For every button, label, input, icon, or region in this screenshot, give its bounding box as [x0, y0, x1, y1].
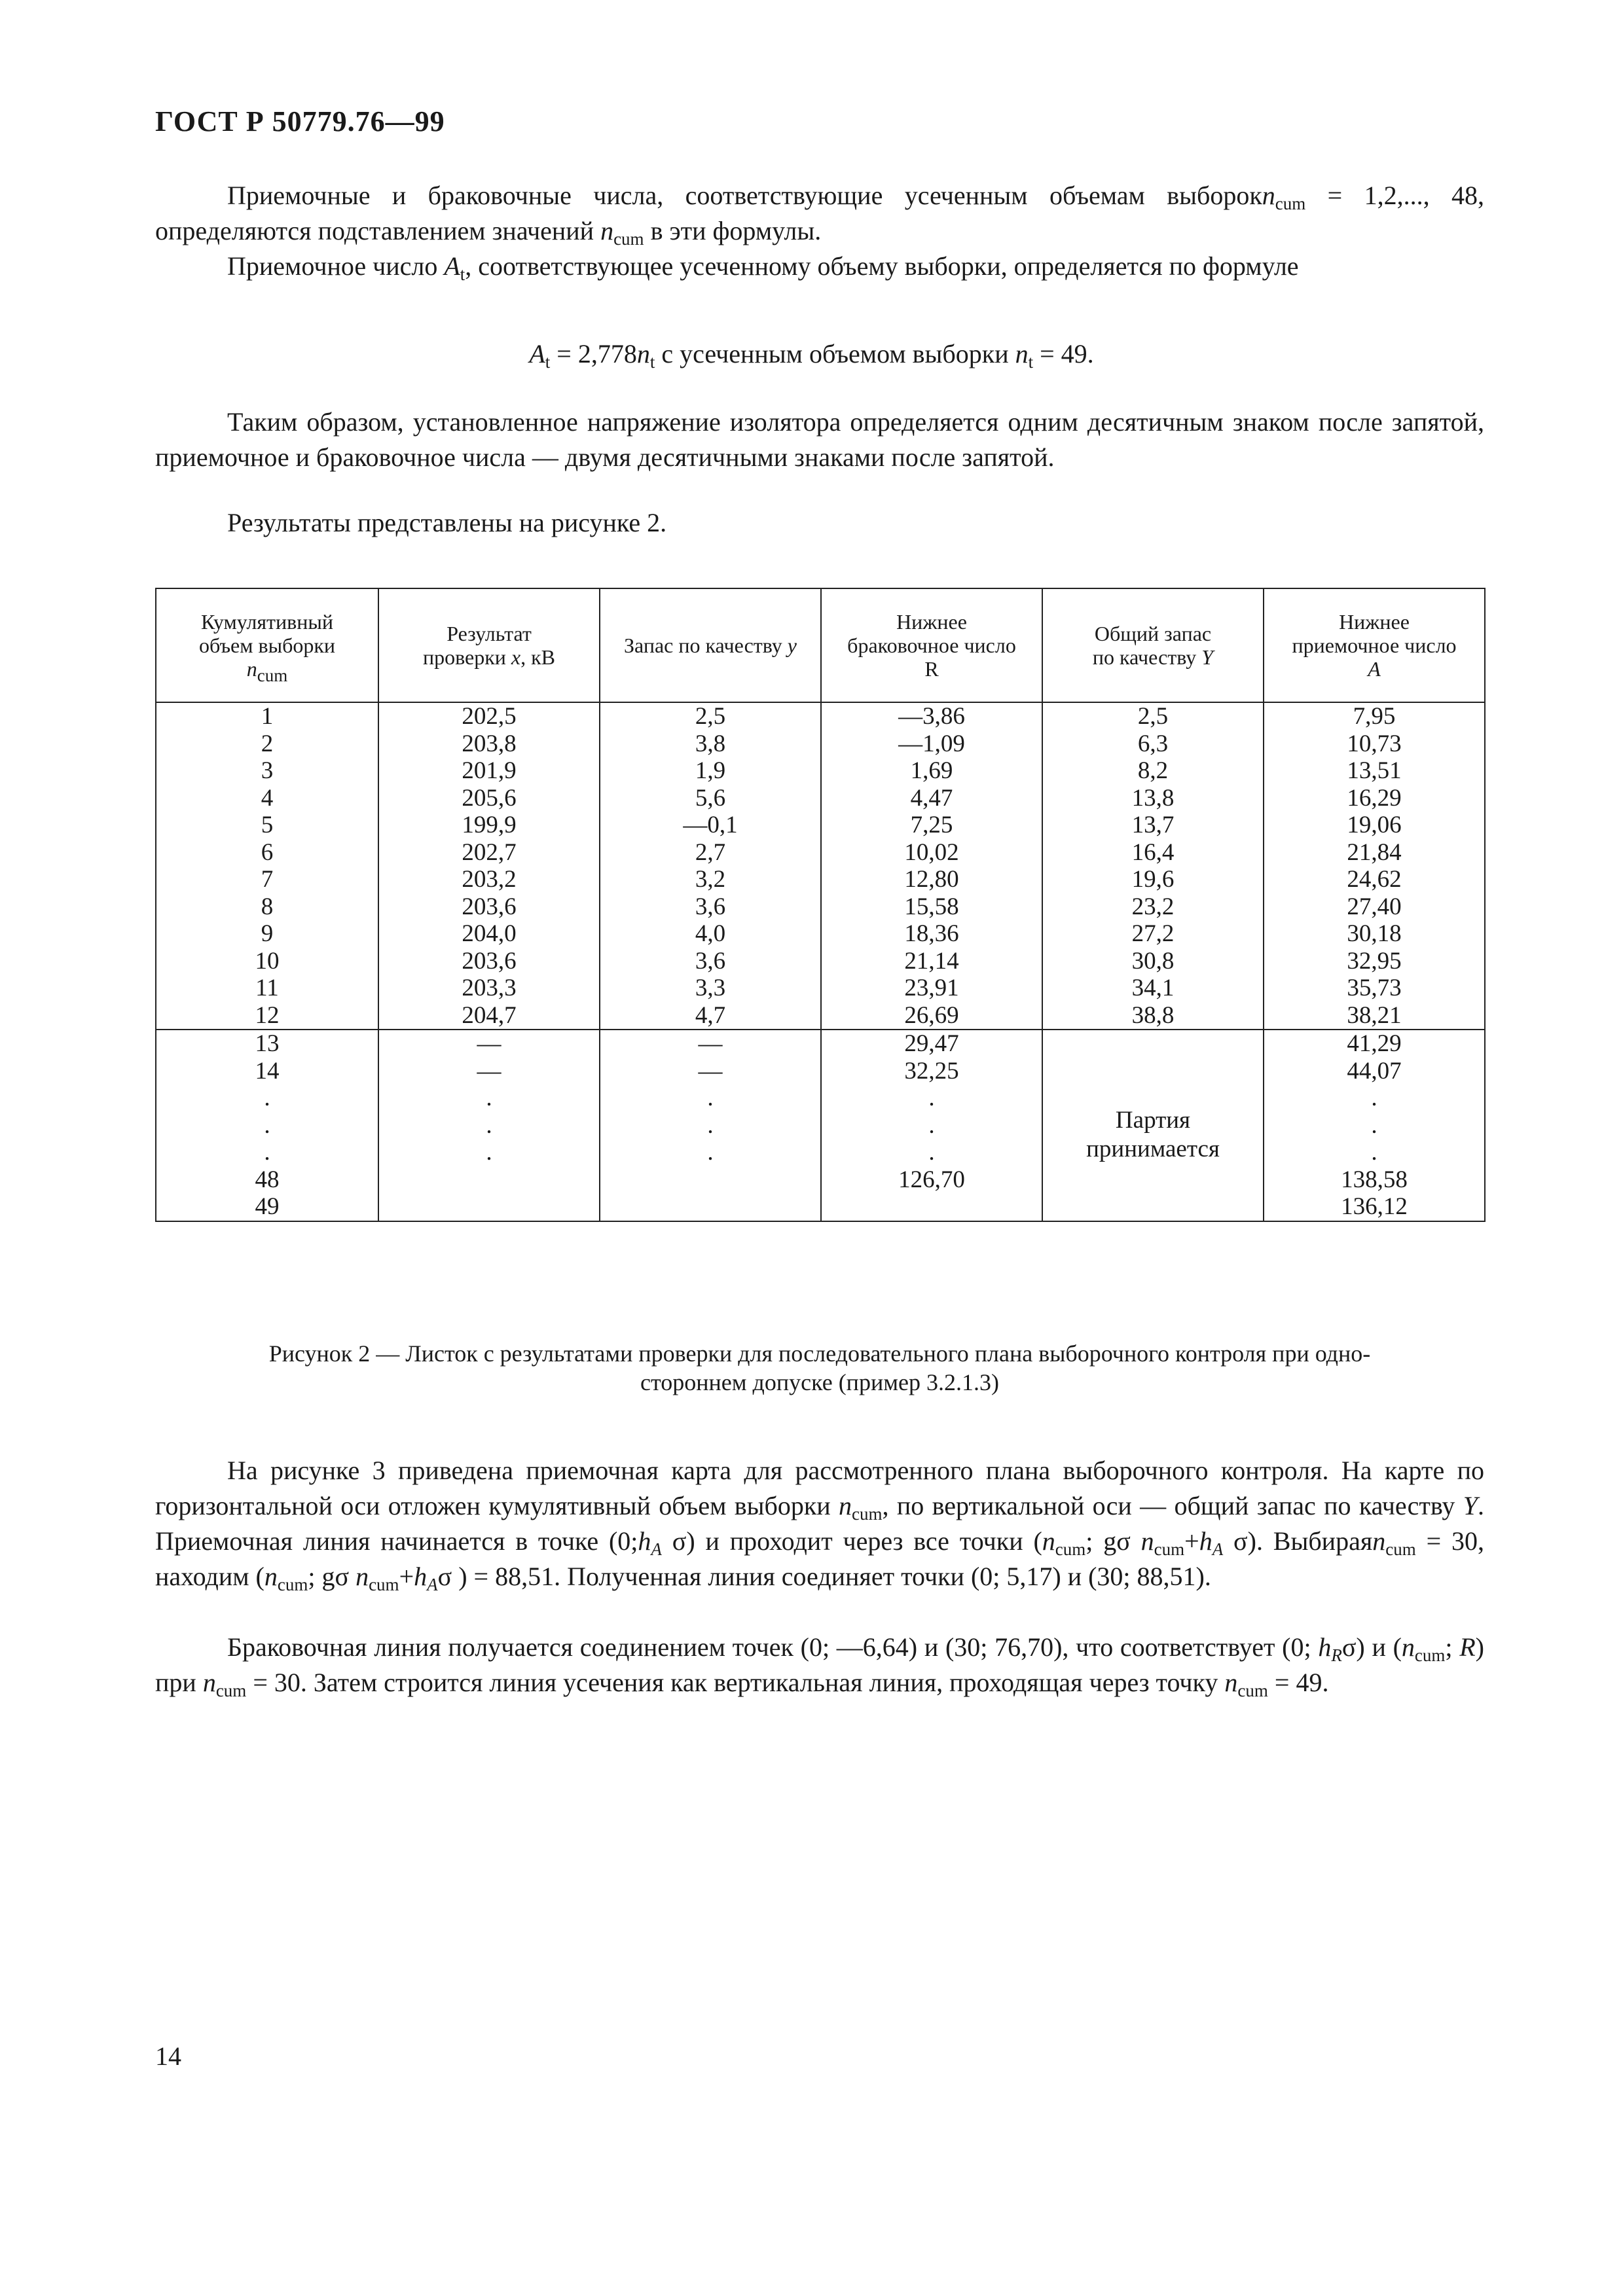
cell-ncum: .	[264, 1111, 270, 1139]
cell-x: 203,6	[462, 893, 517, 920]
cell-R: 1,69	[910, 757, 953, 784]
cell-Y: 38,8	[1131, 1001, 1175, 1029]
cell-R: .	[928, 1085, 935, 1111]
cell-ncum: 4	[261, 784, 274, 812]
column-R	[821, 1030, 1042, 1221]
cell-x: 201,9	[462, 757, 517, 784]
precision-paragraph: Таким образом, установленное напряжение изолятора определяется одним десятичным знаком после запятой, приемочное и браковочное числа — двумя десятичными знаками после запятой.	[155, 407, 1484, 472]
cell-A: .	[1371, 1111, 1377, 1139]
cell-x: 205,6	[462, 784, 517, 812]
cell-y: 1,9	[695, 757, 726, 784]
cell-A: 7,95	[1353, 703, 1396, 730]
cell-y: 5,6	[695, 784, 726, 812]
column-A	[1264, 702, 1485, 1030]
cell-R: 18,36	[904, 920, 959, 947]
cell-y: .	[707, 1111, 714, 1139]
cell-ncum: 11	[255, 975, 279, 1001]
column-A	[1264, 1030, 1485, 1221]
cell-y: 3,8	[695, 730, 726, 757]
column-ncum	[156, 702, 378, 1030]
figure-caption: Рисунок 2 — Листок с результатами проверки для последовательного плана выборочного контроля при одно- стороннем допуске (пример 3.2.1.3)	[268, 1340, 1371, 1395]
cell-ncum: 9	[261, 920, 274, 947]
cell-A: 32,95	[1347, 947, 1402, 975]
cell-A: 16,29	[1347, 784, 1402, 812]
cell-y: 4,7	[695, 1001, 726, 1029]
cell-ncum: 1	[261, 703, 274, 730]
cell-x: 202,7	[462, 838, 517, 866]
cell-R: 4,47	[910, 784, 953, 812]
cell-R: 32,25	[904, 1057, 959, 1085]
cell-Y: 2,5	[1137, 703, 1169, 730]
cell-A: .	[1371, 1139, 1377, 1166]
cell-A: 35,73	[1347, 975, 1402, 1001]
cell-y: .	[707, 1139, 714, 1166]
cell-Y: 27,2	[1131, 920, 1175, 947]
cell-ncum: .	[264, 1139, 270, 1166]
cell-x: 203,6	[462, 947, 517, 975]
cell-R: 23,91	[904, 975, 959, 1001]
cell-R: 10,02	[904, 838, 959, 866]
cell-R: 26,69	[904, 1001, 959, 1029]
cell-A: 13,51	[1347, 757, 1402, 784]
results-table	[155, 588, 1486, 1222]
cell-y: 3,3	[695, 975, 726, 1001]
cell-R: 126,70	[898, 1166, 965, 1193]
cell-Y: 13,8	[1131, 784, 1175, 812]
cell-Y: 34,1	[1131, 975, 1175, 1001]
cell-A: 44,07	[1347, 1057, 1402, 1085]
header-test-result: Результат проверки x, кВ	[378, 588, 600, 702]
cell-A: 21,84	[1347, 838, 1402, 866]
cell-ncum: 49	[255, 1193, 280, 1220]
rejection-line-paragraph: Браковочная линия получается соединением точек (0; —6,64) и (30; 76,70), что соответствует (0; $h_R\sigma$) и ($n_{cum}$; R) при $n_{cum} = 30$. Затем строится линия усечения как вертикальная линия, проходящая через точку $n_{cum} = 49$.	[155, 1632, 1484, 1700]
cell-x: —	[477, 1030, 501, 1057]
acceptance-formula: $A_t = 2,778n_t$ с усеченным объемом выборки $n_t = 49$.	[529, 339, 1094, 372]
cell-A: 27,40	[1347, 893, 1402, 920]
intro-paragraph-1: Приемочные и браковочные числа, соответствующие усеченным объемам выборокn$_{cum}$ = 1,2,..., 48, определяются подставлением значений $n_{cum}$ в эти формулы.	[155, 181, 1485, 249]
cell-y: 3,6	[695, 893, 726, 920]
cell-y: .	[707, 1085, 714, 1111]
batch-accepted-note: Партия принимается	[1086, 1107, 1220, 1162]
cell-ncum: 12	[255, 1001, 280, 1029]
column-R	[821, 702, 1042, 1030]
intro-paragraph-2: Приемочное число $A_t$, соответствующее усеченному объему выборки, определяется по формуле	[227, 251, 1299, 284]
cell-ncum: 2	[261, 730, 274, 757]
results-reference-paragraph: Результаты представлены на рисунке 2.	[227, 508, 667, 537]
cell-A: 38,21	[1347, 1001, 1402, 1029]
cell-ncum: 14	[255, 1057, 280, 1085]
column-x	[378, 702, 600, 1030]
cell-R: .	[928, 1111, 935, 1139]
page-number: 14	[155, 2041, 181, 2071]
cell-A: 10,73	[1347, 730, 1402, 757]
cell-x: 204,0	[462, 920, 517, 947]
cell-Y: 19,6	[1131, 866, 1175, 893]
cell-y: —0,1	[683, 812, 738, 838]
cell-y: 2,7	[695, 838, 726, 866]
cell-y: 4,0	[695, 920, 726, 947]
cell-Y: 23,2	[1131, 893, 1175, 920]
cell-A: 136,12	[1341, 1193, 1408, 1220]
cell-x: 203,2	[462, 866, 517, 893]
cell-R: —3,86	[898, 703, 965, 730]
cell-A: 19,06	[1347, 812, 1402, 838]
cell-y: —	[698, 1030, 723, 1057]
table-header-row	[156, 588, 1485, 702]
cell-Y: 30,8	[1131, 947, 1175, 975]
cell-Y: 6,3	[1137, 730, 1169, 757]
cell-R: —1,09	[898, 730, 965, 757]
cell-A: 41,29	[1347, 1030, 1402, 1057]
cell-ncum: 10	[255, 947, 280, 975]
cell-ncum: 13	[255, 1030, 280, 1057]
cell-A: 30,18	[1347, 920, 1402, 947]
header-lower-rejection-number: Нижнее браковочное число R	[821, 588, 1042, 702]
header-cumulative-sample-size: Кумулятивный объем выборки $n_{cum}$	[156, 588, 378, 702]
cell-R: 21,14	[904, 947, 959, 975]
cell-A: 24,62	[1347, 866, 1402, 893]
cell-A: .	[1371, 1085, 1377, 1111]
cell-ncum: 48	[255, 1166, 280, 1193]
cell-x: —	[477, 1057, 501, 1085]
cell-ncum: 8	[261, 893, 274, 920]
cell-x: .	[486, 1085, 492, 1111]
cell-Y: 8,2	[1137, 757, 1169, 784]
column-y	[600, 1030, 821, 1221]
header-total-quality-margin: Общий запас по качеству Y	[1042, 588, 1264, 702]
cell-R: 12,80	[904, 866, 959, 893]
header-quality-margin: Запас по качеству y	[600, 588, 821, 702]
cell-y: 2,5	[695, 703, 726, 730]
column-x	[378, 1030, 600, 1221]
cell-R: .	[928, 1139, 935, 1166]
cell-ncum: 3	[261, 757, 274, 784]
column-ncum	[156, 1030, 378, 1221]
cell-A: 138,58	[1341, 1166, 1408, 1193]
cell-ncum: 7	[261, 866, 274, 893]
cell-x: 203,3	[462, 975, 517, 1001]
cell-R: 15,58	[904, 893, 959, 920]
cell-x: 203,8	[462, 730, 517, 757]
cell-ncum: 5	[261, 812, 274, 838]
cell-x: .	[486, 1139, 492, 1166]
cell-y: 3,2	[695, 866, 726, 893]
column-Y	[1042, 1030, 1264, 1221]
cell-y: —	[698, 1057, 723, 1085]
table-block-measured	[156, 702, 1485, 1030]
document-header: ГОСТ Р 50779.76—99	[155, 105, 445, 137]
cell-x: 204,7	[462, 1001, 517, 1029]
cell-y: 3,6	[695, 947, 726, 975]
cell-x: 199,9	[462, 812, 517, 838]
cell-ncum: 6	[261, 838, 274, 866]
header-lower-acceptance-number: Нижнее приемочное число A	[1264, 588, 1485, 702]
column-Y	[1042, 702, 1264, 1030]
cell-Y: 16,4	[1131, 838, 1175, 866]
cell-R: 7,25	[910, 812, 953, 838]
cell-Y: 13,7	[1131, 812, 1175, 838]
cell-ncum: .	[264, 1085, 270, 1111]
table-block-extrapolated	[156, 1030, 1485, 1221]
cell-x: .	[486, 1111, 492, 1139]
column-y	[600, 702, 821, 1030]
cell-R: 29,47	[904, 1030, 959, 1057]
cell-x: 202,5	[462, 703, 517, 730]
acceptance-chart-paragraph: На рисунке 3 приведена приемочная карта для рассмотренного плана выборочного контроля. На карте по горизонтальной оси отложен кумулятивный объем выборки $n_{cum}$, по вертикальной оси — общий запас по качеству Y. Приемочная линия начинается в точке ($0;h_A$ σ) и проходит через все точки ($n_{cum}$; gσ $n_{cum}+h_A$ σ). Выбираяn$_{cum}$ = 30, находим ($n_{cum}$; gσ $n_{cum}+h_A\sigma$ ) = 88,51. Полученная линия соединяет точки (0; 5,17) и (30; 88,51).	[155, 1456, 1485, 1594]
